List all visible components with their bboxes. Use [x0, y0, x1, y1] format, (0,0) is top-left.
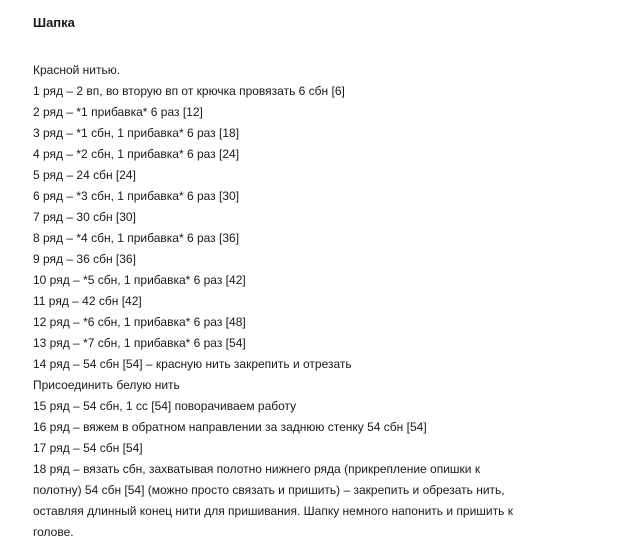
instruction-line: 8 ряд – *4 сбн, 1 прибавка* 6 раз [36]	[33, 231, 240, 245]
instruction-line: 10 ряд – *5 сбн, 1 прибавка* 6 раз [42]	[33, 273, 246, 287]
instruction-line: Красной нитью.	[33, 63, 121, 77]
instruction-line: 11 ряд – 42 сбн [42]	[33, 294, 142, 308]
instruction-line: 9 ряд – 36 сбн [36]	[33, 252, 136, 266]
instruction-list	[33, 60, 623, 543]
instruction-line: Присоединить белую нить	[33, 378, 180, 392]
instruction-line: 3 ряд – *1 сбн, 1 прибавка* 6 раз [18]	[33, 126, 240, 140]
instruction-line: 15 ряд – 54 сбн, 1 сс [54] поворачиваем работу	[33, 399, 297, 413]
instruction-line: 12 ряд – *6 сбн, 1 прибавка* 6 раз [48]	[33, 315, 246, 329]
instruction-line: голове.	[33, 525, 74, 539]
instruction-line: 13 ряд – *7 сбн, 1 прибавка* 6 раз [54]	[33, 336, 246, 350]
instruction-line: полотну) 54 сбн [54] (можно просто связать и пришить) – закрепить и обрезать нить,	[33, 483, 505, 497]
instruction-line: 4 ряд – *2 сбн, 1 прибавка* 6 раз [24]	[33, 147, 240, 161]
document-body	[33, 14, 623, 543]
instruction-line: 6 ряд – *3 сбн, 1 прибавка* 6 раз [30]	[33, 189, 240, 203]
instruction-line: 1 ряд – 2 вп, во вторую вп от крючка провязать 6 сбн [6]	[33, 84, 345, 98]
instruction-line: 5 ряд – 24 сбн [24]	[33, 168, 136, 182]
document-title: Шапка	[33, 15, 75, 30]
instruction-line: 14 ряд – 54 сбн [54] – красную нить закрепить и отрезать	[33, 357, 352, 371]
instruction-line: 7 ряд – 30 сбн [30]	[33, 210, 136, 224]
instruction-line: 18 ряд – вязать сбн, захватывая полотно нижнего ряда (прикрепление опишки к	[33, 462, 481, 476]
instruction-line: оставляя длинный конец нити для пришивания. Шапку немного напонить и пришить к	[33, 504, 513, 518]
instruction-line: 17 ряд – 54 сбн [54]	[33, 441, 143, 455]
instruction-line: 16 ряд – вяжем в обратном направлении за заднюю стенку 54 сбн [54]	[33, 420, 427, 434]
instruction-line: 2 ряд – *1 прибавка* 6 раз [12]	[33, 105, 203, 119]
